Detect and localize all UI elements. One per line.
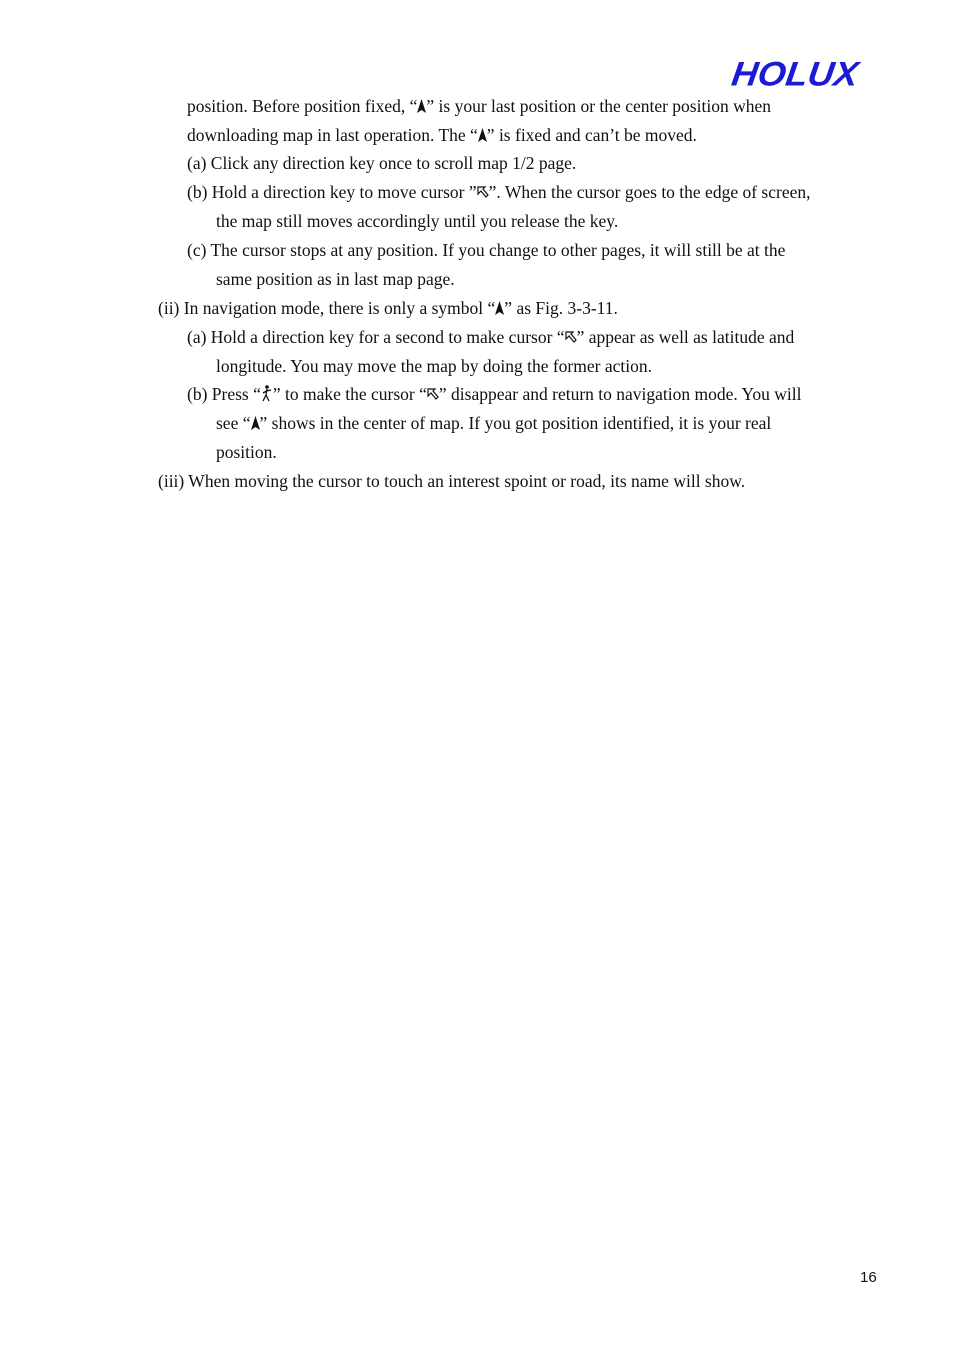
text-line: (a) Click any direction key once to scroll map 1/2 page. xyxy=(187,153,577,173)
text-line: see “ ” shows in the center of map. If you got position identified, it is your real xyxy=(216,413,772,433)
text-line: (c) The cursor stops at any position. If you change to other pages, it will still be at the xyxy=(187,240,786,260)
text-line: position. Before position fixed, “ ” is your last position or the center position when xyxy=(187,96,771,116)
holux-logo: HOLUX xyxy=(729,54,861,93)
text-line: (iii) When moving the cursor to touch an interest spoint or road, its name will show. xyxy=(158,471,746,491)
cursor-arrow-icon xyxy=(477,186,489,198)
text-line: position. xyxy=(216,442,277,462)
walking-figure-icon xyxy=(261,385,273,402)
cursor-arrow-icon xyxy=(427,388,439,400)
page-number: 16 xyxy=(860,1269,877,1286)
text-line: downloading map in last operation. The “ ” is fixed and can’t be moved. xyxy=(187,125,697,145)
text-line: the map still moves accordingly until you release the key. xyxy=(216,211,619,231)
text-line: same position as in last map page. xyxy=(216,269,455,289)
position-triangle-icon xyxy=(251,416,260,430)
text-line: (b) Hold a direction key to move cursor ” ”. When the cursor goes to the edge of screen, xyxy=(187,182,811,202)
text-line: (a) Hold a direction key for a second to make cursor “ ” appear as well as latitude and xyxy=(187,327,795,347)
text-line: (b) Press “ ” to make the cursor “ ” disappear and return to navigation mode. You will xyxy=(187,384,802,404)
cursor-arrow-icon xyxy=(565,331,577,343)
text-line: longitude. You may move the map by doing the former action. xyxy=(216,356,652,376)
text-line: (ii) In navigation mode, there is only a symbol “ ” as Fig. 3-3-11. xyxy=(158,298,618,318)
position-triangle-icon xyxy=(495,301,504,315)
position-triangle-icon xyxy=(478,128,487,142)
